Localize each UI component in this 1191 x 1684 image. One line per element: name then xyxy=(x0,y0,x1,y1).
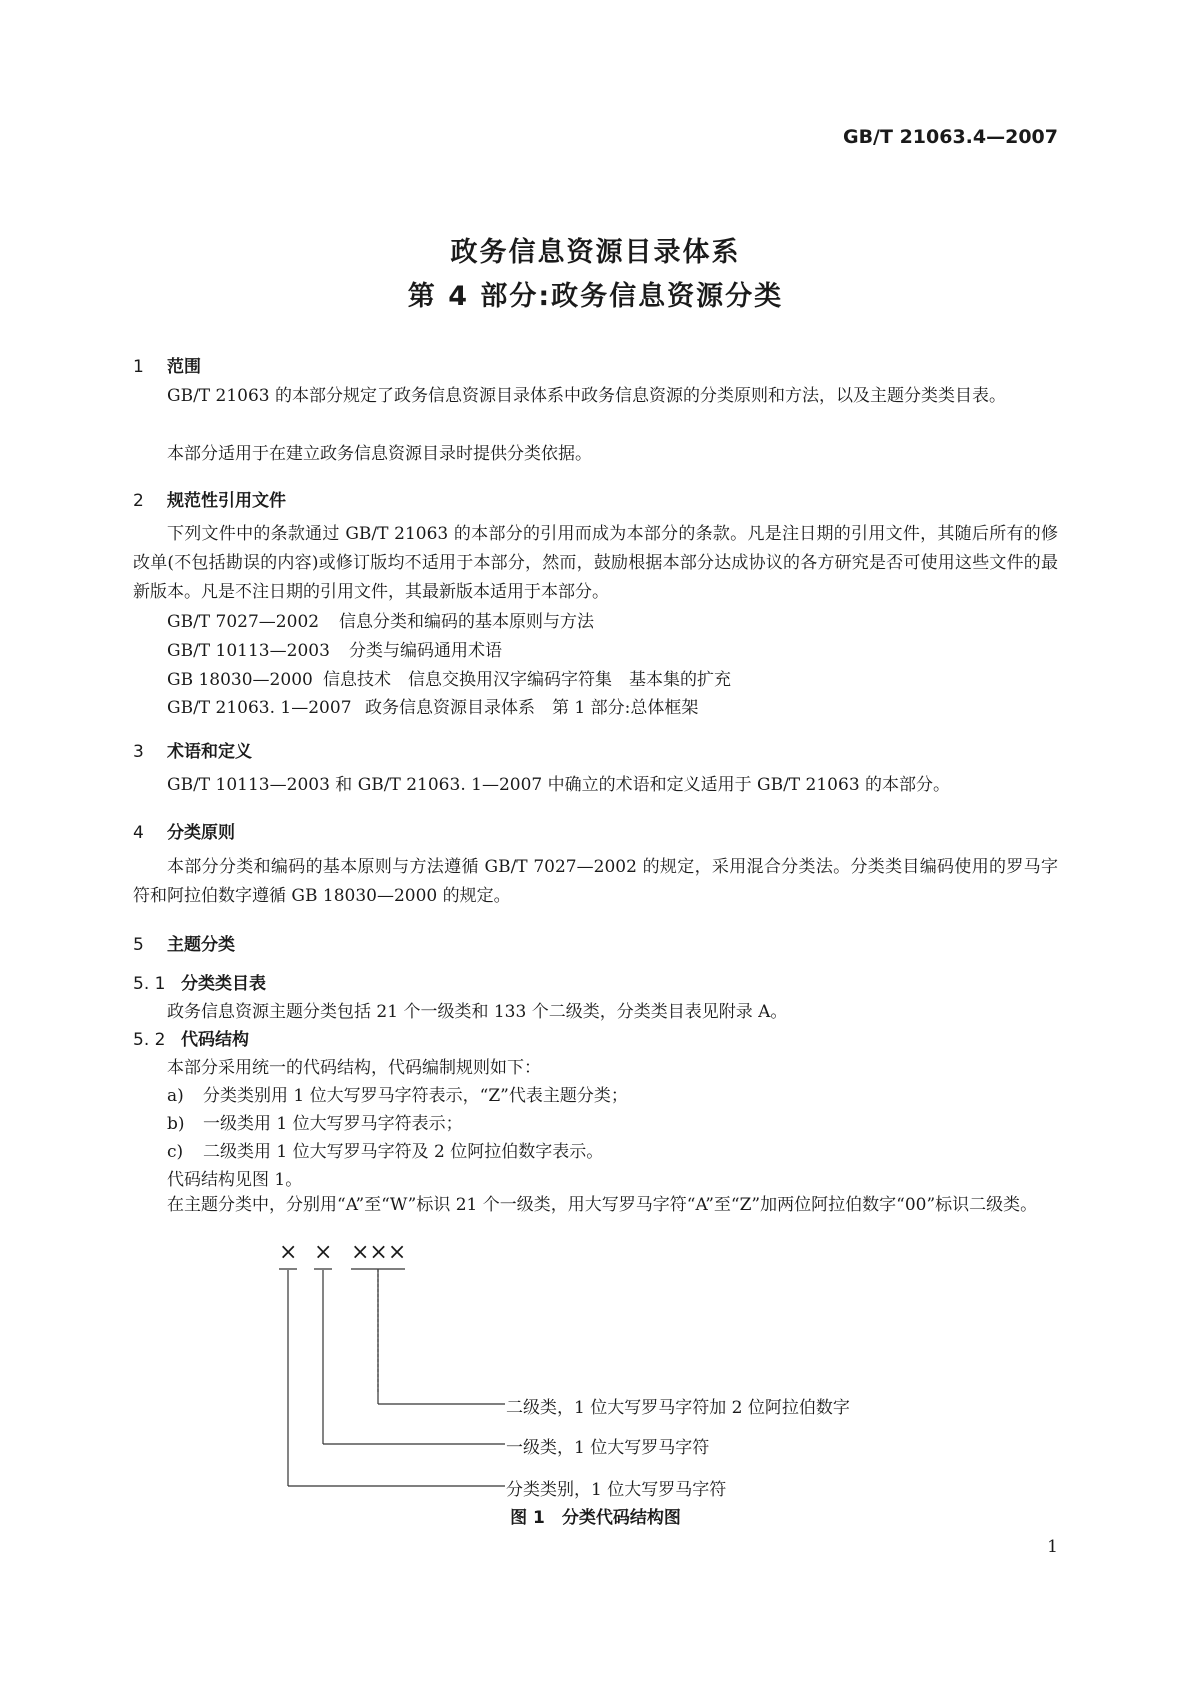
first-level-mark: × xyxy=(314,1240,333,1265)
page-number: 1 xyxy=(1047,1537,1058,1557)
section-title: 代码结构 xyxy=(181,1030,249,1050)
document-title-line2: 第 4 部分:政务信息资源分类 xyxy=(407,281,784,312)
section-number: 5 xyxy=(133,935,144,955)
list-text: 二级类用 1 位大写罗马字符及 2 位阿拉伯数字表示。 xyxy=(203,1142,604,1162)
section-number: 5. 1 xyxy=(133,974,166,994)
list-marker: b) xyxy=(167,1114,185,1134)
reference-code: GB/T 10113—2003 xyxy=(167,641,330,661)
reference-code: GB/T 7027—2002 xyxy=(167,612,320,632)
second-level-label: 二级类，1 位大写罗马字符加 2 位阿拉伯数字 xyxy=(506,1398,850,1418)
section-number: 4 xyxy=(133,823,144,843)
list-text: 一级类用 1 位大写罗马字符表示； xyxy=(203,1114,463,1134)
first-level-label: 一级类，1 位大写罗马字符 xyxy=(506,1438,710,1458)
second-level-mark: ××× xyxy=(351,1240,407,1265)
section-5-2-intro: 本部分采用统一的代码结构，代码编制规则如下： xyxy=(167,1058,541,1078)
reference-title: 信息分类和编码的基本原则与方法 xyxy=(339,612,594,632)
category-label: 分类类别，1 位大写罗马字符 xyxy=(506,1480,727,1500)
section-number: 1 xyxy=(133,357,144,377)
list-marker: c) xyxy=(167,1142,184,1162)
reference-title: 信息技术 信息交换用汉字编码字符集 基本集的扩充 xyxy=(323,670,731,690)
section-title: 主题分类 xyxy=(167,935,235,955)
section-number: 3 xyxy=(133,742,144,762)
category-mark: × xyxy=(279,1240,298,1265)
section-5-1-paragraph: 政务信息资源主题分类包括 21 个一级类和 133 个二级类，分类类目表见附录 A。 xyxy=(167,1002,788,1022)
list-text: 分类类别用 1 位大写罗马字符表示，“Z”代表主题分类； xyxy=(203,1086,628,1106)
section-title: 分类类目表 xyxy=(181,974,266,994)
section-title: 术语和定义 xyxy=(167,742,252,762)
section-4-paragraph: 本部分分类和编码的基本原则与方法遵循 GB/T 7027—2002 的规定，采用混合分类法。分类类目编码使用的罗马字符和阿拉伯数字遵循 GB 18030—2000 的规定。 xyxy=(133,857,1058,906)
standard-number: GB/T 21063.4—2007 xyxy=(842,126,1058,148)
reference-code: GB 18030—2000 xyxy=(167,670,313,690)
section-title: 分类原则 xyxy=(167,823,235,843)
list-marker: a) xyxy=(167,1086,184,1106)
section-number: 5. 2 xyxy=(133,1030,166,1050)
section-5-2-paragraph: 在主题分类中，分别用“A”至“W”标识 21 个一级类，用大写罗马字符“A”至“Z”加两位阿拉伯数字“00”标识二级类。 xyxy=(167,1195,1038,1215)
section-title: 规范性引用文件 xyxy=(167,491,286,511)
document-title-line1: 政务信息资源目录体系 xyxy=(450,237,741,268)
reference-code: GB/T 21063. 1—2007 xyxy=(167,698,352,718)
section-2-paragraph: 下列文件中的条款通过 GB/T 21063 的本部分的引用而成为本部分的条款。凡是注日期的引用文件，其随后所有的修改单(不包括勘误的内容)或修订版均不适用于本部分，然而，鼓励根据本部分达成协议的各方研究是否可使用这些文件的最新版本。凡是不注日期的引用文件，其最新版本适用于本部分。 xyxy=(133,524,1058,602)
section-number: 2 xyxy=(133,491,144,511)
figure-caption: 图 1 分类代码结构图 xyxy=(510,1508,681,1528)
section-1-paragraph-2: 本部分适用于在建立政务信息资源目录时提供分类依据。 xyxy=(167,444,592,464)
reference-title: 政务信息资源目录体系 第 1 部分:总体框架 xyxy=(365,698,699,718)
section-1-paragraph-1: GB/T 21063 的本部分规定了政务信息资源目录体系中政务信息资源的分类原则和方法，以及主题分类类目表。 xyxy=(167,386,1007,406)
section-3-paragraph: GB/T 10113—2003 和 GB/T 21063. 1—2007 中确立的术语和定义适用于 GB/T 21063 的本部分。 xyxy=(167,775,951,795)
reference-title: 分类与编码通用术语 xyxy=(349,641,502,661)
section-title: 范围 xyxy=(167,357,201,377)
figure-reference-text: 代码结构见图 1。 xyxy=(167,1170,303,1190)
